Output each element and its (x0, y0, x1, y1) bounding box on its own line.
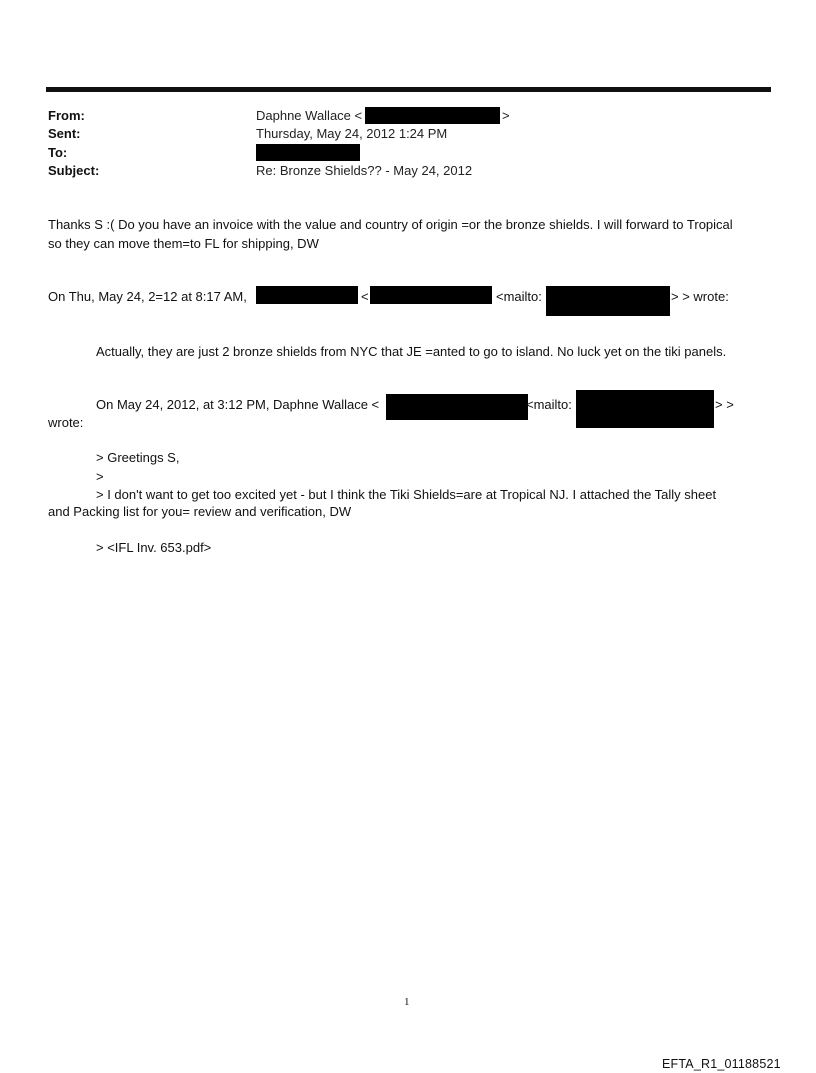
quote2-blank: > (96, 469, 104, 484)
quote2-wrote: wrote: (48, 415, 84, 430)
redaction-quote1-mailto (546, 286, 670, 316)
quote1-prefix: On Thu, May 24, 2=12 at 8:17 AM, (48, 289, 247, 304)
quote2-suffix: > > (715, 397, 734, 412)
redaction-quote1-name (256, 286, 358, 304)
message-line-2: so they can move them=to FL for shipping, DW (48, 236, 319, 251)
quote1-lt: < (361, 289, 369, 304)
redaction-from-email (365, 107, 500, 124)
header-rule (46, 87, 771, 92)
page-number: 1 (404, 996, 410, 1008)
subject-label: Subject: (48, 163, 100, 178)
quote2-line-1: > I don't want to get too excited yet - but I think the Tiki Shields=are at Tropical NJ. I attached the Tally sheet (96, 487, 717, 502)
quote1-body: Actually, they are just 2 bronze shields from NYC that JE =anted to go to island. No luck yet on the tiki panels. (96, 344, 727, 359)
document-id: EFTA_R1_01188521 (662, 1057, 781, 1071)
quote2-prefix: On May 24, 2012, at 3:12 PM, Daphne Wallace < (96, 397, 380, 412)
quote2-mailto: <mailto: (526, 397, 572, 412)
sent-label: Sent: (48, 126, 81, 141)
to-label: To: (48, 145, 68, 160)
from-value: Daphne Wallace < (256, 108, 363, 123)
redaction-quote1-email (370, 286, 492, 304)
sent-value: Thursday, May 24, 2012 1:24 PM (256, 126, 448, 141)
from-value-close: > (502, 108, 510, 123)
redaction-to (256, 144, 360, 161)
from-label: From: (48, 108, 85, 123)
redaction-quote2-email (386, 394, 528, 420)
quote1-mailto: <mailto: (496, 289, 542, 304)
quote2-greeting: > Greetings S, (96, 450, 180, 465)
quote2-attachment: > <IFL Inv. 653.pdf> (96, 540, 212, 555)
redaction-quote2-mailto (576, 390, 714, 428)
subject-value: Re: Bronze Shields?? - May 24, 2012 (256, 163, 473, 178)
message-line-1: Thanks S :( Do you have an invoice with the value and country of origin =or the bronze shields. I will forward to Tropical (48, 217, 733, 232)
quote2-line-2: and Packing list for you= review and verification, DW (48, 504, 352, 519)
quote1-suffix: > > wrote: (671, 289, 729, 304)
